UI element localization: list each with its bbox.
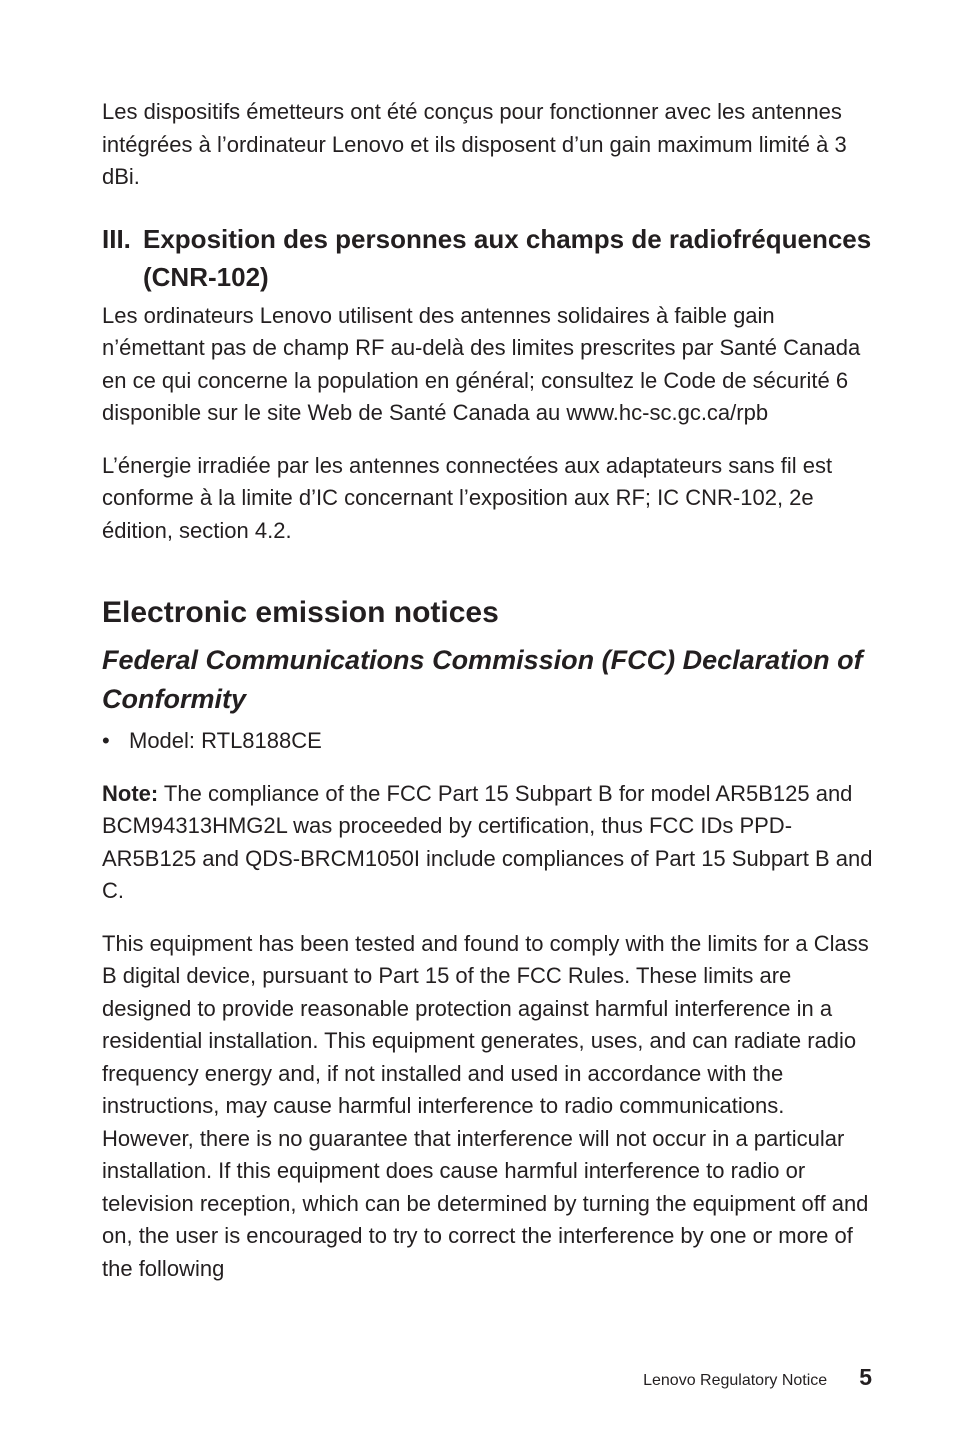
fcc-compliance-paragraph: This equipment has been tested and found to comply with the limits for a Class B digital device, pursuant to Part 15 of the FCC Rules. These limits are designed to provide reasonable protection against harmful interference in a residential installation. This equipment generates, uses, and can radiate radio frequency energy and, if not installed and used in accordance with the instructions, may cause harmful interference to radio communications. However, there is no guarantee that interference will not occur in a particular installation. If this equipment does cause harmful interference to radio or television reception, which can be determined by turning the equipment off and on, the user is encouraged to try to correct the interference by one or more of the following [102,930,869,1281]
rf-energy-paragraph: L’énergie irradiée par les antennes connectées aux adaptateurs sans fil est conforme à la limite d’IC concernant l’exposition aux RF; IC CNR-102, 2e édition, section 4.2. [102,452,833,543]
model-text: Model: RTL8188CE [129,728,322,753]
section-iii-number: III. [102,223,131,254]
footer-title: Lenovo Regulatory Notice [643,1372,828,1389]
fcc-declaration-heading: Federal Communications Commission (FCC) Declaration of Conformity [102,645,863,714]
page-footer [643,1364,872,1391]
intro-paragraph: Les dispositifs émetteurs ont été conçus pour fonctionner avec les antennes intégrées à l’ordinateur Lenovo et ils disposent d’un gain maximum limité à 3 dBi. [102,99,847,189]
bullet-icon: • [102,728,110,753]
section-iii-heading [102,220,877,296]
page-body [102,96,877,1285]
model-list-item [102,725,877,758]
note-paragraph [102,778,877,908]
rf-exposure-paragraph: Les ordinateurs Lenovo utilisent des antennes solidaires à faible gain n’émettant pas de champ RF au-delà des limites prescrites par Santé Canada en ce qui concerne la population en général; consultez le Code de sécurité 6 disponible sur le site Web de Santé Canada au www.hc-sc.gc.ca/rpb [102,302,861,425]
note-label: Note: [102,780,159,806]
note-text: The compliance of the FCC Part 15 Subpart B for model AR5B125 and BCM94313HMG2L was proceeded by certification, thus FCC IDs PPD-AR5B125 and QDS-BRCM1050I include compliances of Part 15 Subpart B and C. [102,780,873,903]
emission-notices-heading: Electronic emission notices [102,596,499,629]
page-number: 5 [859,1364,872,1390]
section-iii-title: Exposition des personnes aux champs de radiofréquences (CNR-102) [143,223,872,292]
